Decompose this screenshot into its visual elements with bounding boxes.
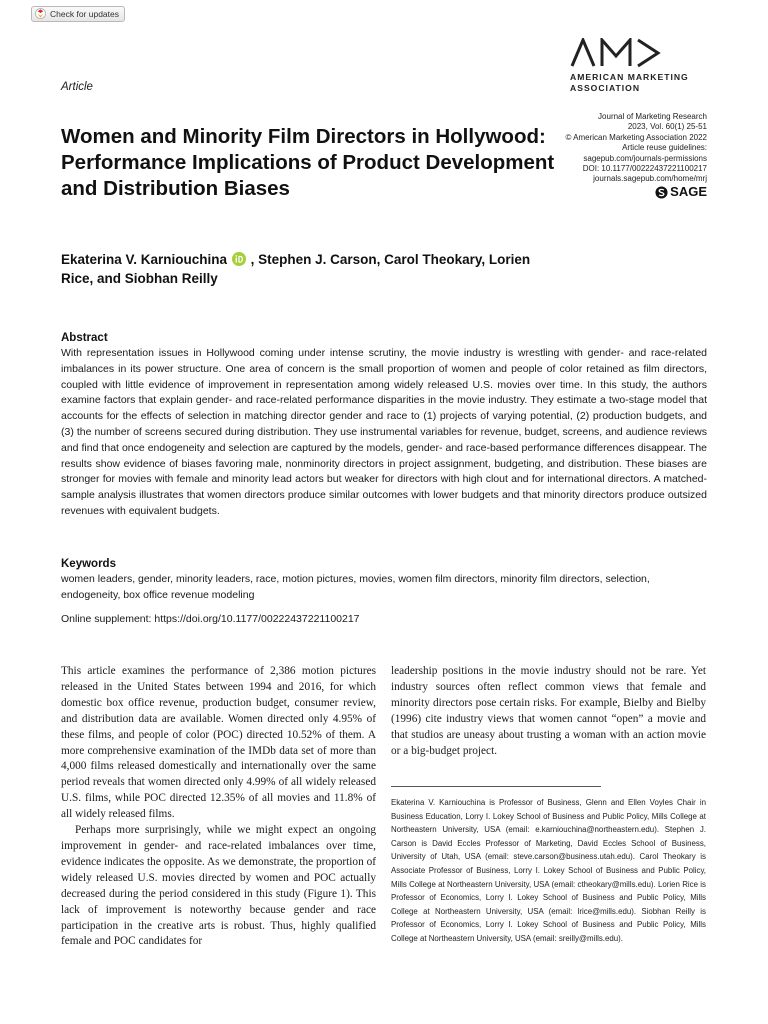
ama-logo-mark-icon bbox=[570, 38, 662, 68]
other-authors[interactable]: , Stephen J. Carson, Carol Theokary, Lorien Rice, and Siobhan Reilly bbox=[61, 252, 531, 286]
publisher-name: AMERICAN MARKETING ASSOCIATION bbox=[570, 72, 689, 93]
sage-logo-icon bbox=[655, 186, 668, 199]
abstract-section bbox=[61, 331, 707, 520]
journal-homepage-link[interactable]: journals.sagepub.com/home/mrj bbox=[593, 174, 707, 184]
abstract-heading: Abstract bbox=[61, 332, 108, 344]
keywords-text: women leaders, gender, minority leaders, race, motion pictures, movies, women film directors, minority film directors, selection, endogeneity, box office revenue modeling bbox=[61, 573, 650, 601]
journal-volume: 2023, Vol. 60(1) 25-51 bbox=[627, 122, 707, 132]
body-column-left bbox=[61, 664, 376, 950]
article-type-label: Article bbox=[61, 81, 93, 93]
keywords-section bbox=[61, 557, 707, 604]
online-supplement-link[interactable]: Online supplement: https://doi.org/10.1177/00222437221100217 bbox=[61, 613, 360, 625]
body-paragraph: leadership positions in the movie industry should not be rare. Yet industry sources often reflect common views that female and minority directors pose certain risks. For example, Bielby and Bielby (1996) cite industry views that women cannot “open” a movie and that studios are uneasy about trusting a woman with an action movie or a big-budget project. bbox=[391, 665, 706, 757]
journal-name: Journal of Marketing Research bbox=[598, 112, 707, 121]
check-for-updates-label: Check for updates bbox=[50, 8, 119, 19]
footnote-divider bbox=[391, 786, 601, 787]
keywords-heading: Keywords bbox=[61, 558, 116, 570]
publisher-logo bbox=[570, 38, 710, 94]
sage-logo bbox=[655, 186, 707, 199]
paper-title: Women and Minority Film Directors in Hollywood: Performance Implications of Product Development and Distribution Biases bbox=[61, 125, 555, 200]
doi-text[interactable]: DOI: 10.1177/00222437221100217 bbox=[582, 164, 707, 174]
check-for-updates-button[interactable] bbox=[31, 6, 125, 22]
author-list bbox=[61, 250, 541, 288]
update-icon bbox=[35, 8, 46, 19]
abstract-text: With representation issues in Hollywood coming under intense scrutiny, the movie industry is wrestling with gender- and race-related imbalances in its power structure. One area of concern is the small proportion of women and people of color retained as film directors, coupled with little evidence of improvement in representation among widely released U.S. movies over time. In this study, the authors examine factors that explain gender- and race-related performance disparities in the movie industry. They estimate a two-stage model that accounts for the effects of selection in matching director gender and race to (1) projects of varying potential, (2) production budgets, and (3) the number of screens secured during distribution. They use instrumental variables for revenue, budget, screens, and audience reviews and find that once endogeneity and selection are captured by the models, gender- and race-based performance differences disappear. The results show evidence of biases favoring male, nonminority directors in project assignment, budgeting, and distribution. These biases are stronger for movies with female and minority lead actors but weaker for directors with high clout and for international directors. A matched-sample analysis illustrates that women directors produce similar outcomes with lower budgets and that minority directors produce outsized revenues with equivalent budgets. bbox=[61, 347, 707, 517]
body-paragraph: Perhaps more surprisingly, while we might expect an ongoing improvement in gender- and race-related imbalances over time, evidence indicates the opposite. As we demonstrate, the proportion of widely released U.S. movies directed by women and POC actually decreased during the period considered in this study (Figure 1). This lack of improvement is noteworthy because gender and race participation in the creative arts is robust. Thus, highly qualified female and POC candidates for bbox=[61, 824, 376, 948]
permissions-link[interactable]: sagepub.com/journals-permissions bbox=[583, 153, 707, 163]
journal-info bbox=[565, 112, 707, 202]
body-column-right bbox=[391, 664, 706, 759]
reuse-guidelines-label: Article reuse guidelines: bbox=[622, 143, 707, 153]
body-paragraph: This article examines the performance of 2,386 motion pictures released in the United States between 1994 and 2016, for which domestic box office revenue, production budget, consumer review, and distribution data are available. Women directed only 4.95% of these films, and people of color (POC) directed 10.52% of them. A more comprehensive examination of the IMDb data set of more than 4,000 films released domestically and internationally over the same period reveals that women directed only 4.99% of all widely released U.S. films, while POC directed 12.35% of all movies and 11.8% of all widely released films. bbox=[61, 665, 376, 821]
first-author[interactable]: Ekaterina V. Karniouchina bbox=[61, 252, 228, 267]
author-affiliations-footnote: Ekaterina V. Karniouchina is Professor of Business, Glenn and Ellen Voyles Chair in Business Education, Lorry I. Lokey School of Business and Public Policy, Mills College at Northeastern University, USA (email: e.karniouchina@northeastern.edu). Stephen J. Carson is David Eccles Professor of Marketing, David Eccles School of Business, University of Utah, USA (email: steve.carson@business.utah.edu). Carol Theokary is Associate Professor of Business, Lorry I. Lokey School of Business and Public Policy, Mills College at Northeastern University, USA (email: ctheokary@mills.edu). Lorien Rice is Professor of Economics, Lorry I. Lokey School of Business and Public Policy, Mills College at Northeastern University, USA (email: lrice@mills.edu). Siobhan Reilly is Professor of Economics, Lorry I. Lokey School of Business and Public Policy, Mills College at Northeastern University, USA (email: sreilly@mills.edu). bbox=[391, 798, 706, 943]
journal-copyright: © American Marketing Association 2022 bbox=[565, 132, 707, 142]
orcid-icon[interactable] bbox=[232, 252, 246, 266]
sage-logo-text: SAGE bbox=[670, 184, 707, 200]
